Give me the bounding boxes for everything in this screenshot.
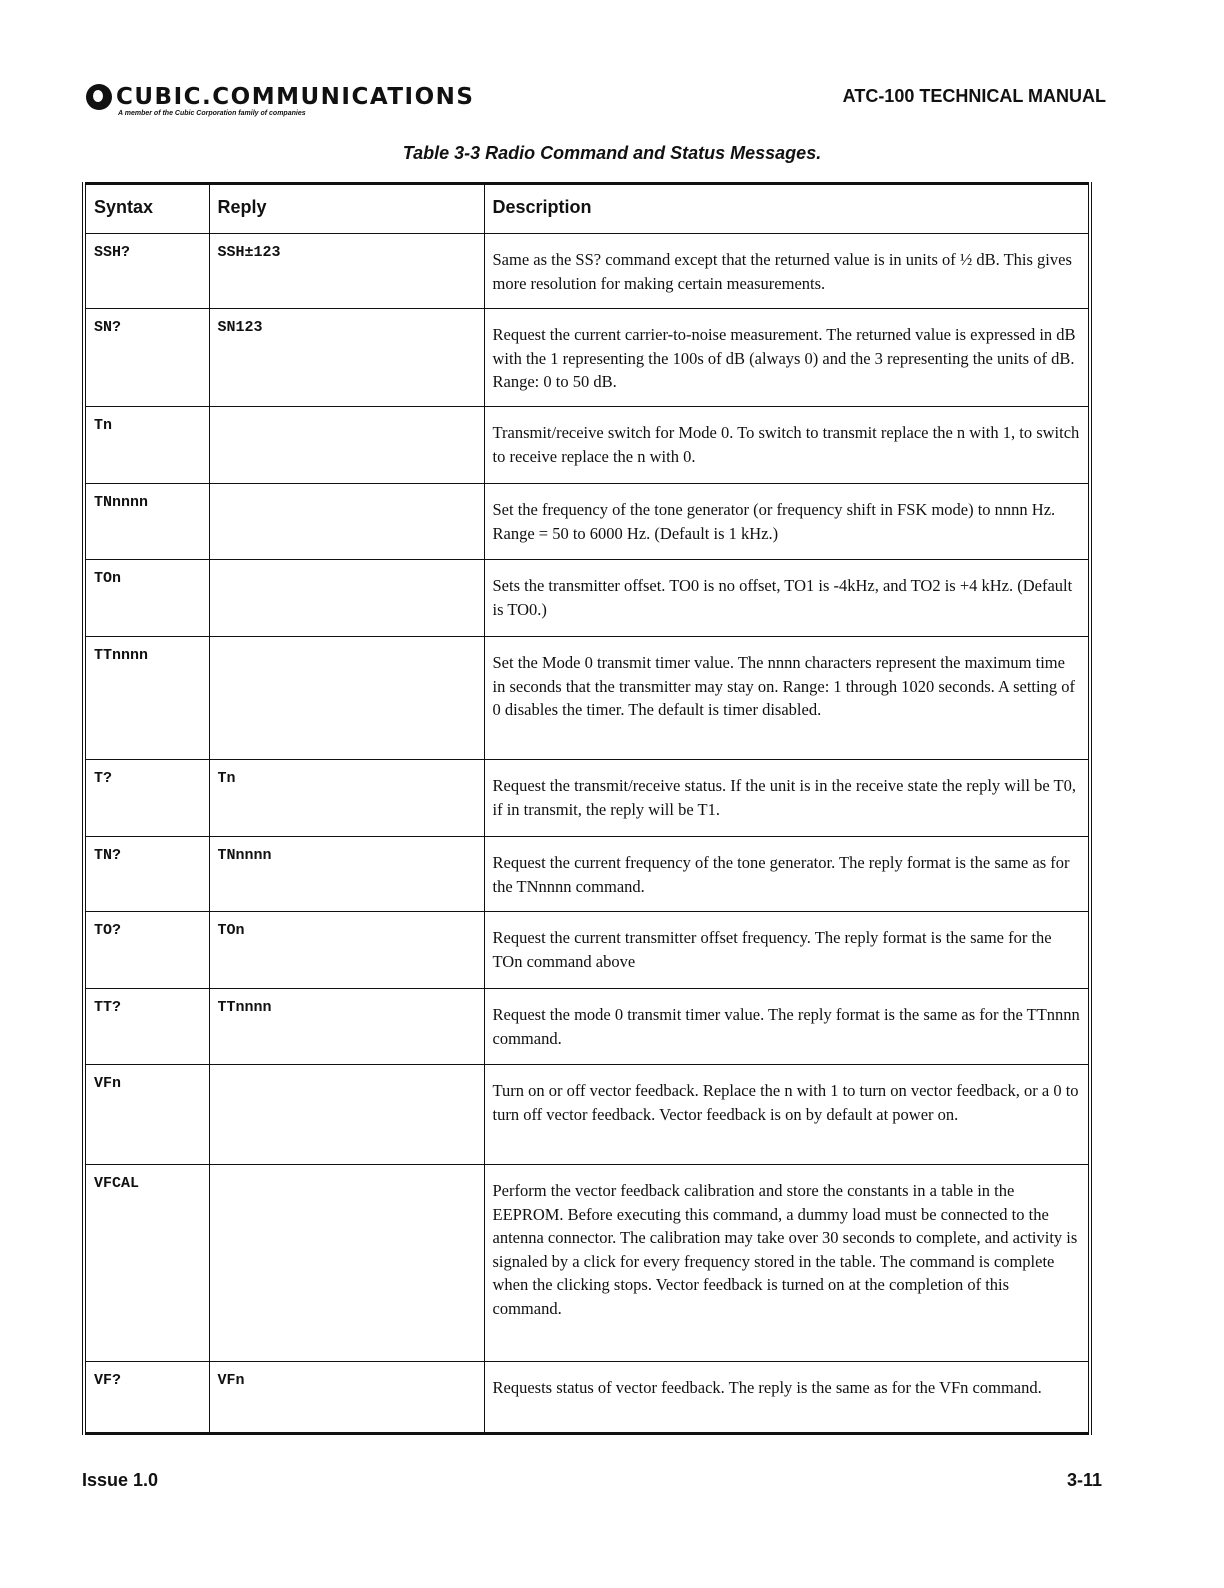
table-row [84,760,1090,837]
reply-cell [209,560,484,637]
cubic-globe-icon [86,84,112,110]
reply-cell: Tn [209,760,484,837]
reply-cell: TOn [209,912,484,989]
header-reply: Reply [209,184,484,234]
description-cell: Same as the SS? command except that the returned value is in units of ½ dB. This gives more resolution for making certain measurements. [484,234,1090,309]
table-row [84,407,1090,484]
company-logo [86,84,474,110]
table-row [84,1065,1090,1165]
table-row [84,912,1090,989]
reply-cell [209,407,484,484]
table-row [84,1362,1090,1434]
company-tagline: A member of the Cubic Corporation family of companies [118,110,306,117]
table-row [84,637,1090,760]
reply-cell: TTnnnn [209,989,484,1065]
syntax-cell: SN? [84,309,209,407]
description-cell: Request the current transmitter offset frequency. The reply format is the same for the TOn command above [484,912,1090,989]
company-name: CUBIC.COMMUNICATIONS [116,84,475,110]
description-cell: Request the current frequency of the tone generator. The reply format is the same as for the TNnnnn command. [484,837,1090,912]
syntax-cell: TO? [84,912,209,989]
syntax-cell: T? [84,760,209,837]
table-header-row [84,184,1090,234]
description-cell: Perform the vector feedback calibration and store the constants in a table in the EEPROM. Before executing this command, a dummy load must be connected to the antenna connector. The calibration may take over 30 seconds to complete, and activity is signaled by a click for every frequency stored in the table. The command is complete when the clicking stops. Vector feedback is turned on at the completion of this command. [484,1165,1090,1362]
table-row [84,309,1090,407]
reply-cell [209,1165,484,1362]
table-row [84,560,1090,637]
syntax-cell: VFCAL [84,1165,209,1362]
reply-cell: SN123 [209,309,484,407]
header-syntax: Syntax [84,184,209,234]
reply-cell [209,1065,484,1165]
syntax-cell: SSH? [84,234,209,309]
table-row [84,837,1090,912]
syntax-cell: VFn [84,1065,209,1165]
page-number: 3-11 [1066,1470,1102,1490]
description-cell: Transmit/receive switch for Mode 0. To switch to transmit replace the n with 1, to switch to receive replace the n with 0. [484,407,1090,484]
description-cell: Request the mode 0 transmit timer value. The reply format is the same as for the TTnnnn command. [484,989,1090,1065]
description-cell: Request the transmit/receive status. If the unit is in the receive state the reply will be T0, if in transmit, the reply will be T1. [484,760,1090,837]
table-row [84,1165,1090,1362]
issue-label: Issue 1.0 [82,1470,159,1490]
description-cell: Request the current carrier-to-noise measurement. The returned value is expressed in dB with the 1 representing the 100s of dB (always 0) and the 3 representing the units of dB. Range: 0 to 50 dB. [484,309,1090,407]
reply-cell: SSH±123 [209,234,484,309]
description-cell: Set the Mode 0 transmit timer value. The nnnn characters represent the maximum time in seconds that the transmitter may stay on. Range: 1 through 1020 seconds. A setting of 0 disables the timer. The default is timer disabled. [484,637,1090,760]
syntax-cell: TT? [84,989,209,1065]
syntax-cell: Tn [84,407,209,484]
syntax-cell: TTnnnn [84,637,209,760]
reply-cell: VFn [209,1362,484,1434]
table-row [84,989,1090,1065]
reply-cell: TNnnnn [209,837,484,912]
header-description: Description [484,184,1090,234]
table-caption: Table 3-3 Radio Command and Status Messages. [402,143,822,163]
syntax-cell: TN? [84,837,209,912]
table-row [84,234,1090,309]
description-cell: Set the frequency of the tone generator (or frequency shift in FSK mode) to nnnn Hz. Range = 50 to 6000 Hz. (Default is 1 kHz.) [484,484,1090,560]
description-cell: Requests status of vector feedback. The reply is the same as for the VFn command. [484,1362,1090,1434]
command-table [82,182,1092,1435]
syntax-cell: VF? [84,1362,209,1434]
syntax-cell: TOn [84,560,209,637]
syntax-cell: TNnnnn [84,484,209,560]
description-cell: Sets the transmitter offset. TO0 is no offset, TO1 is -4kHz, and TO2 is +4 kHz. (Default is TO0.) [484,560,1090,637]
reply-cell [209,484,484,560]
table-row [84,484,1090,560]
reply-cell [209,637,484,760]
description-cell: Turn on or off vector feedback. Replace the n with 1 to turn on vector feedback, or a 0 to turn off vector feedback. Vector feedback is on by default at power on. [484,1065,1090,1165]
manual-title: ATC-100 TECHNICAL MANUAL [842,86,1106,106]
